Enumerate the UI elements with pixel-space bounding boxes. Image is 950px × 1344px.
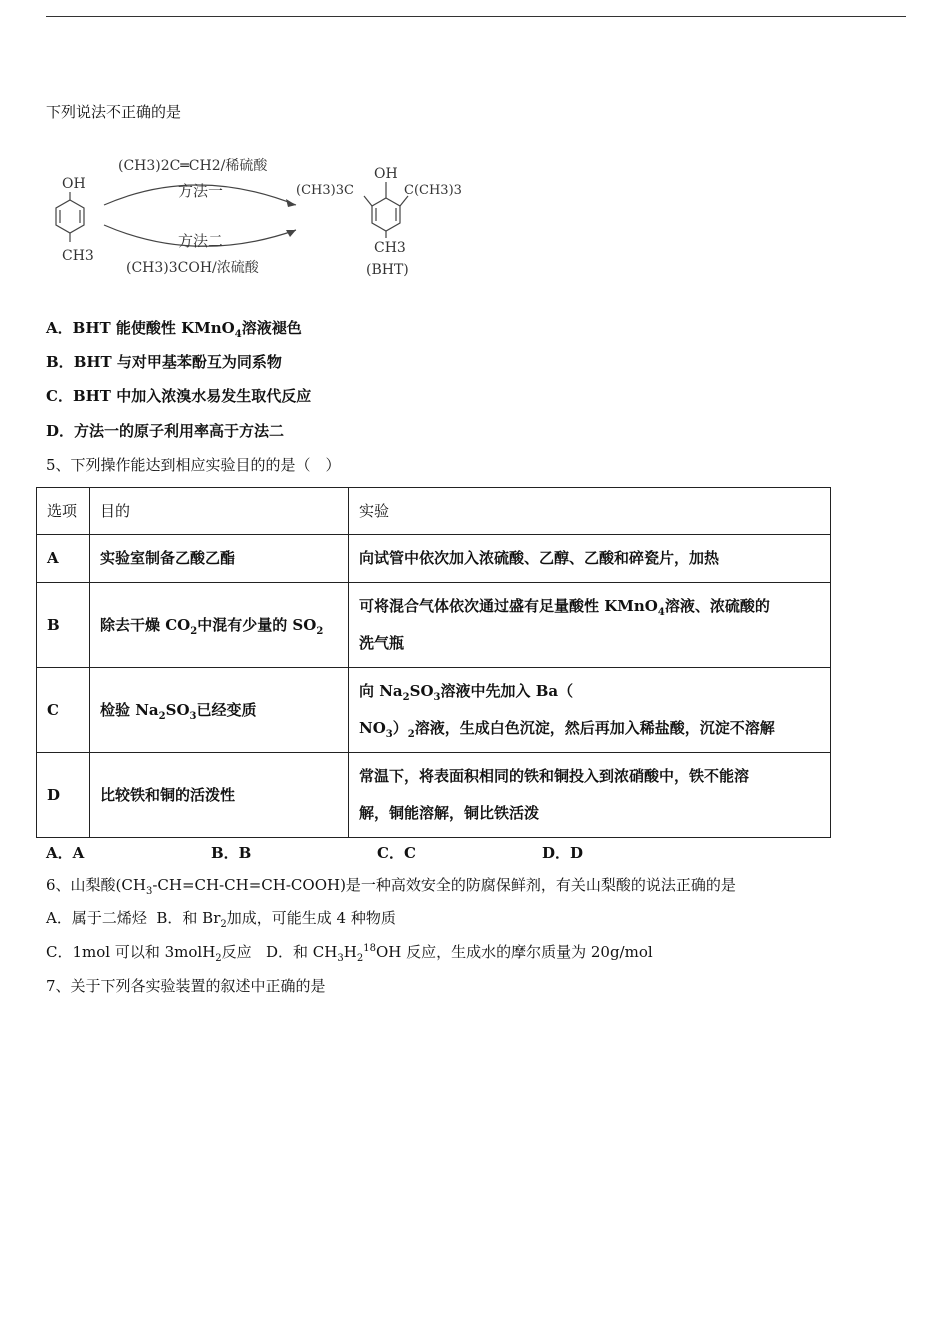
- q6-option-a: A．属于二烯烃: [46, 909, 147, 927]
- bht-name-label: (BHT): [366, 262, 409, 278]
- table-row: [37, 535, 831, 583]
- row-d-option: D: [37, 753, 90, 838]
- method2-label: 方法二: [178, 232, 224, 250]
- bht-ch3-label: CH3: [374, 240, 406, 256]
- q5-answer-d: D．D: [542, 844, 584, 862]
- bht-right-tbu-label: C(CH3)3: [404, 183, 462, 198]
- q5-answer-c: C．C: [377, 844, 416, 862]
- q4-option-a: A．BHT 能使酸性 KMnO$_4$溶液褪色: [46, 319, 302, 340]
- row-b-experiment: 可将混合气体依次通过盛有足量酸性 KMnO$_4$溶液、浓硫酸的 洗气瓶: [349, 583, 831, 668]
- header-goal: 目的: [90, 488, 349, 535]
- header-rule: [46, 16, 906, 17]
- q5-answer-b: B．B: [211, 844, 252, 862]
- bht-oh-label: OH: [374, 166, 398, 182]
- q6-option-b: B．和 $Br_2$加成，可能生成 4 种物质: [156, 909, 396, 930]
- row-d-goal: 比较铁和铜的活泼性: [90, 753, 349, 838]
- q4-option-b: B．BHT 与对甲基苯酚互为同系物: [46, 353, 282, 371]
- row-c-experiment: 向 $Na_2SO_3$溶液中先加入 Ba（ $NO_3)_2$溶液，生成白色沉淀，然后再加入稀盐酸，沉淀不溶解: [349, 668, 831, 753]
- row-b-option: B: [37, 583, 90, 668]
- row-c-option: C: [37, 668, 90, 753]
- table-header-row: [37, 488, 831, 535]
- table-row: [37, 753, 831, 838]
- method1-label: 方法一: [178, 182, 224, 200]
- bht-synthesis-scheme: [46, 150, 486, 285]
- q6-option-d: D．和 $CH_3H_2^{18}OH$ 反应，生成水的摩尔质量为 20g/mol: [266, 943, 653, 964]
- q5-stem: 5、下列操作能达到相应实验目的的是（ ）: [46, 456, 341, 474]
- bht-structure: [364, 182, 408, 238]
- q5-answer-choices: [46, 842, 666, 862]
- bht-left-tbu-label: (CH3)3C: [296, 183, 354, 198]
- q4-stem: 下列说法不正确的是: [46, 103, 182, 121]
- method1-reagent: (CH3)2C═CH2/稀硫酸: [118, 158, 268, 174]
- q4-option-c: C．BHT 中加入浓溴水易发生取代反应: [46, 387, 312, 405]
- row-d-experiment: 常温下，将表面积相同的铁和铜投入到浓硝酸中，铁不能溶 解，铜能溶解，铜比铁活泼: [349, 753, 831, 838]
- reactant-ch3-label: CH3: [62, 248, 94, 264]
- q6-options-ab: [46, 908, 396, 928]
- row-a-experiment: 向试管中依次加入浓硫酸、乙醇、乙酸和碎瓷片，加热: [349, 535, 831, 583]
- q4-option-d: D．方法一的原子利用率高于方法二: [46, 422, 285, 440]
- p-cresol-structure: [56, 192, 84, 242]
- q5-experiment-table: [36, 487, 831, 838]
- method2-reagent: (CH3)3COH/浓硫酸: [126, 260, 259, 276]
- row-b-goal: 除去干燥 $CO_2$中混有少量的 $SO_2$: [90, 583, 349, 668]
- q6-stem: 6、山梨酸$(CH_3-CH=CH-CH=CH-COOH)$是一种高效安全的防腐保鲜剂，有关山梨酸的说法正确的是: [46, 876, 736, 897]
- row-a-goal: 实验室制备乙酸乙酯: [90, 535, 349, 583]
- row-c-goal: 检验 $Na_2SO_3$已经变质: [90, 668, 349, 753]
- q6-option-c: C．1mol 可以和 3molH$_2$反应: [46, 943, 252, 964]
- header-experiment: 实验: [349, 488, 831, 535]
- table-row: [37, 583, 831, 668]
- row-a-option: A: [37, 535, 90, 583]
- header-option: 选项: [37, 488, 90, 535]
- q6-options-cd: [46, 942, 653, 962]
- table-row: [37, 668, 831, 753]
- q5-answer-a: A．A: [46, 844, 85, 862]
- q7-stem: 7、关于下列各实验装置的叙述中正确的是: [46, 977, 326, 995]
- reactant-oh-label: OH: [62, 176, 86, 192]
